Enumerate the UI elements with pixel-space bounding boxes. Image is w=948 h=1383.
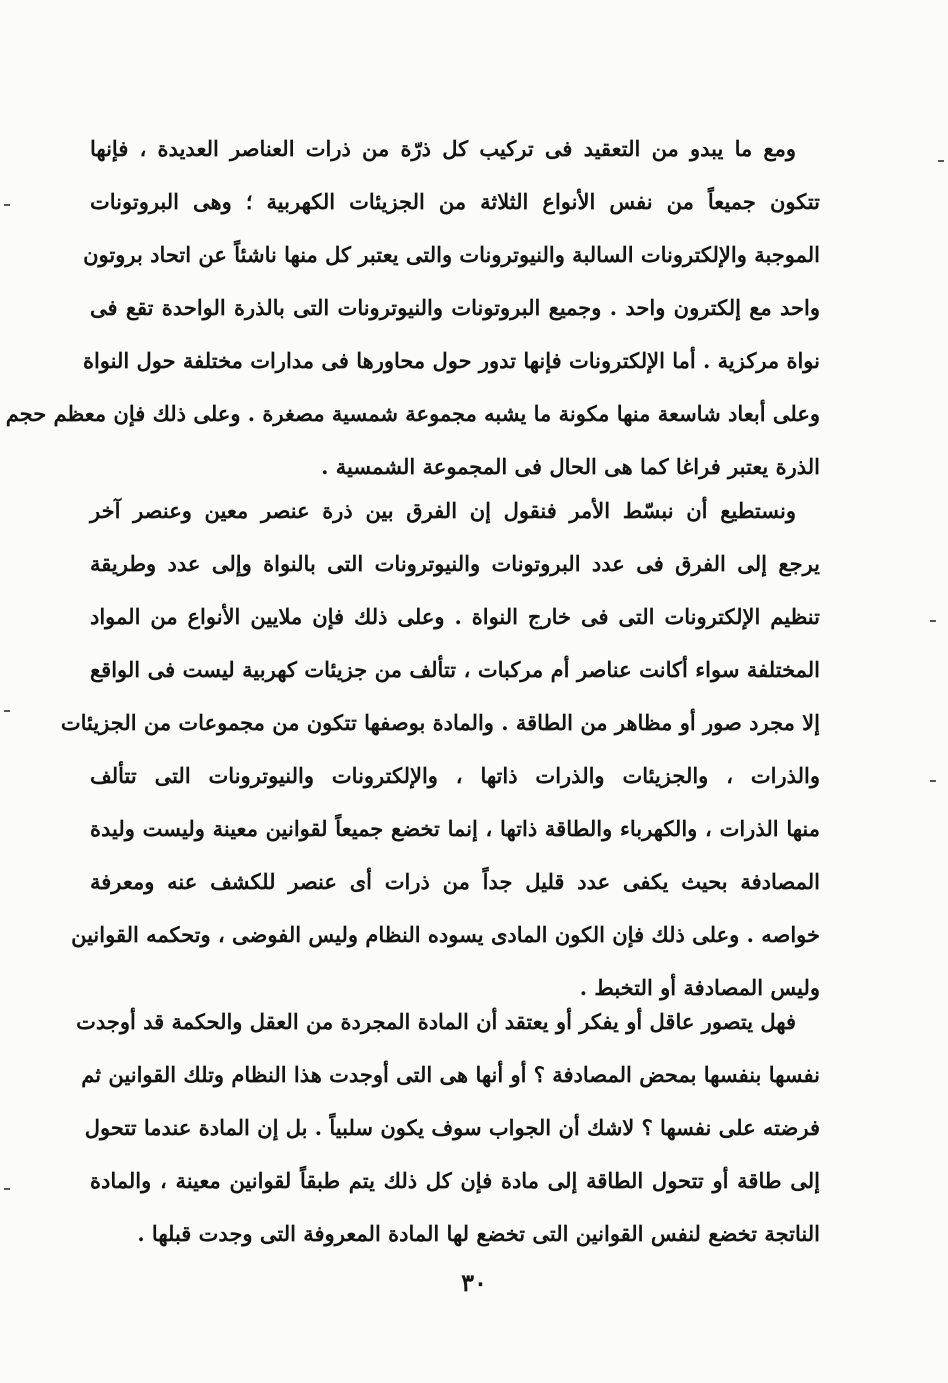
text-line: ونستطيع أن نبسّط الأمر فنقول إن الفرق بين ذرة عنصر معين وعنصر آخر	[90, 498, 796, 523]
text-line: الذرة يعتبر فراغا كما هى الحال فى المجموعة الشمسية .	[321, 454, 820, 479]
scan-mark	[930, 780, 936, 782]
text-line: تتكون جميعاً من نفس الأنواع الثلاثة من الجزيئات الكهربية ؛ وهى البروتونات	[90, 189, 820, 214]
scan-mark	[4, 1188, 10, 1190]
text-line: ومع ما يبدو من التعقيد فى تركيب كل ذرّة من ذرات العناصر العديدة ، فإنها	[90, 136, 796, 161]
text-line: الناتجة تخضع لنفس القوانين التى تخضع لها المادة المعروفة التى وجدت قبلها .	[137, 1221, 820, 1246]
text-line: الموجبة والإلكترونات السالبة والنيوترونات والتى يعتبر كل منها ناشئاً عن اتحاد بروتون	[83, 242, 820, 267]
text-line: فهل يتصور عاقل أو يفكر أو يعتقد أن المادة المجردة من العقل والحكمة قد أوجدت	[76, 1009, 796, 1034]
text-line: نواة مركزية . أما الإلكترونات فإنها تدور حول محاورها فى مدارات مختلفة حول النواة	[82, 348, 820, 373]
text-line: المصادفة بحيث يكفى عدد قليل جداً من ذرات أى عنصر للكشف عنه ومعرفة	[90, 869, 820, 894]
text-line: إلا مجرد صور أو مظاهر من الطاقة . والمادة بوصفها تتكون من مجموعات من الجزيئات	[60, 710, 820, 735]
text-line: خواصه . وعلى ذلك فإن الكون المادى يسوده النظام وليس الفوضى ، وتحكمه القوانين	[71, 922, 820, 947]
page-number: ٣٠	[461, 1268, 487, 1297]
text-line: وعلى أبعاد شاسعة منها مكونة ما يشبه مجموعة شمسية مصغرة . وعلى ذلك فإن معظم حجم	[5, 401, 820, 426]
paragraph-2	[60, 484, 820, 1014]
text-line: والذرات ، والجزيئات والذرات ذاتها ، والإلكترونات والنيوترونات التى تتألف	[90, 763, 820, 788]
scan-mark	[938, 160, 944, 162]
text-line: نفسها بنفسها بمحض المصادفة ؟ أو أنها هى التى أوجدت هذا النظام وتلك القوانين ثم	[81, 1062, 820, 1087]
text-line: واحد مع إلكترون واحد . وجميع البروتونات والنيوترونات التى بالذرة الواحدة تقع فى	[90, 295, 820, 320]
paragraph-3	[76, 995, 820, 1260]
text-line: تنظيم الإلكترونات التى فى خارج النواة . وعلى ذلك فإن ملايين الأنواع من المواد	[90, 604, 820, 629]
text-line: فرضته على نفسها ؟ لاشك أن الجواب سوف يكون سلبياً . بل إن المادة عندما تتحول	[84, 1115, 820, 1140]
text-line: إلى طاقة أو تتحول الطاقة إلى مادة فإن كل ذلك يتم طبقاً لقوانين معينة ، والمادة	[90, 1168, 820, 1193]
paragraph-1	[5, 122, 820, 493]
scan-mark	[930, 620, 936, 622]
scan-mark	[4, 204, 10, 206]
text-line: وليس المصادفة أو التخبط .	[579, 975, 820, 1000]
text-line: منها الذرات ، والكهرباء والطاقة ذاتها ، إنما تخضع جميعاً لقوانين معينة وليست وليدة	[90, 816, 820, 841]
scan-mark	[4, 710, 10, 712]
text-line: يرجع إلى الفرق فى عدد البروتونات والنيوترونات التى بالنواة وإلى عدد وطريقة	[90, 551, 820, 576]
text-line: المختلفة سواء أكانت عناصر أم مركبات ، تتألف من جزيئات كهربية ليست فى الواقع	[90, 657, 820, 682]
